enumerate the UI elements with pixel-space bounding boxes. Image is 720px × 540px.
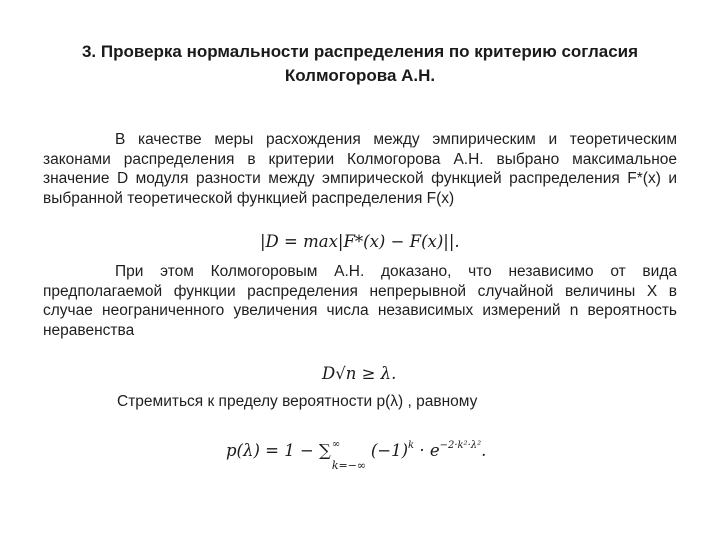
formula3-term: (−1)	[370, 441, 409, 460]
formula3-lhs: p(λ) = 1 − ∑	[226, 441, 331, 460]
slide-title	[40, 40, 680, 88]
formula3-term-exponent: k	[408, 440, 415, 451]
formula-kolmogorov-distribution	[226, 439, 487, 472]
formula3-end: .	[481, 441, 487, 460]
sum-lower-limit: k=−∞	[331, 459, 367, 472]
paragraph-kolmogorov-theorem: При этом Колмогоровым А.Н. доказано, что независимо от вида предполагаемой функции распределения непрерывной случайной величины X в случае неограниченного увеличения числа независимых измерений n вероятность неравенства	[43, 263, 677, 339]
paragraph-limit: Стремиться к пределу вероятности p(λ) , равному	[117, 393, 478, 410]
paragraph-definition: В качестве меры расхождения между эмпирическим и теоретическим законами распределения в критерии Колмогорова А.Н. выбрано максимальное значение D модуля разности между эмпирической функцией распределения F*(x) и выбранной теоретической функцией распределения F(x)	[43, 131, 677, 207]
formula-inequality: D√n ≥ λ.	[322, 364, 397, 383]
title-line-2: Колмогорова А.Н.	[284, 66, 436, 85]
formula3-exponent: −2·k²·λ²	[439, 440, 482, 451]
sum-upper-limit: ∞	[331, 439, 341, 450]
formula3-dot-e: · e	[414, 441, 440, 460]
title-line-1: 3. Проверка нормальности распределения по критерию согласия	[81, 42, 639, 61]
formula-d-statistic: |D = max|F*(x) − F(x)||.	[260, 232, 460, 251]
formula3-sum-limits	[331, 439, 371, 472]
